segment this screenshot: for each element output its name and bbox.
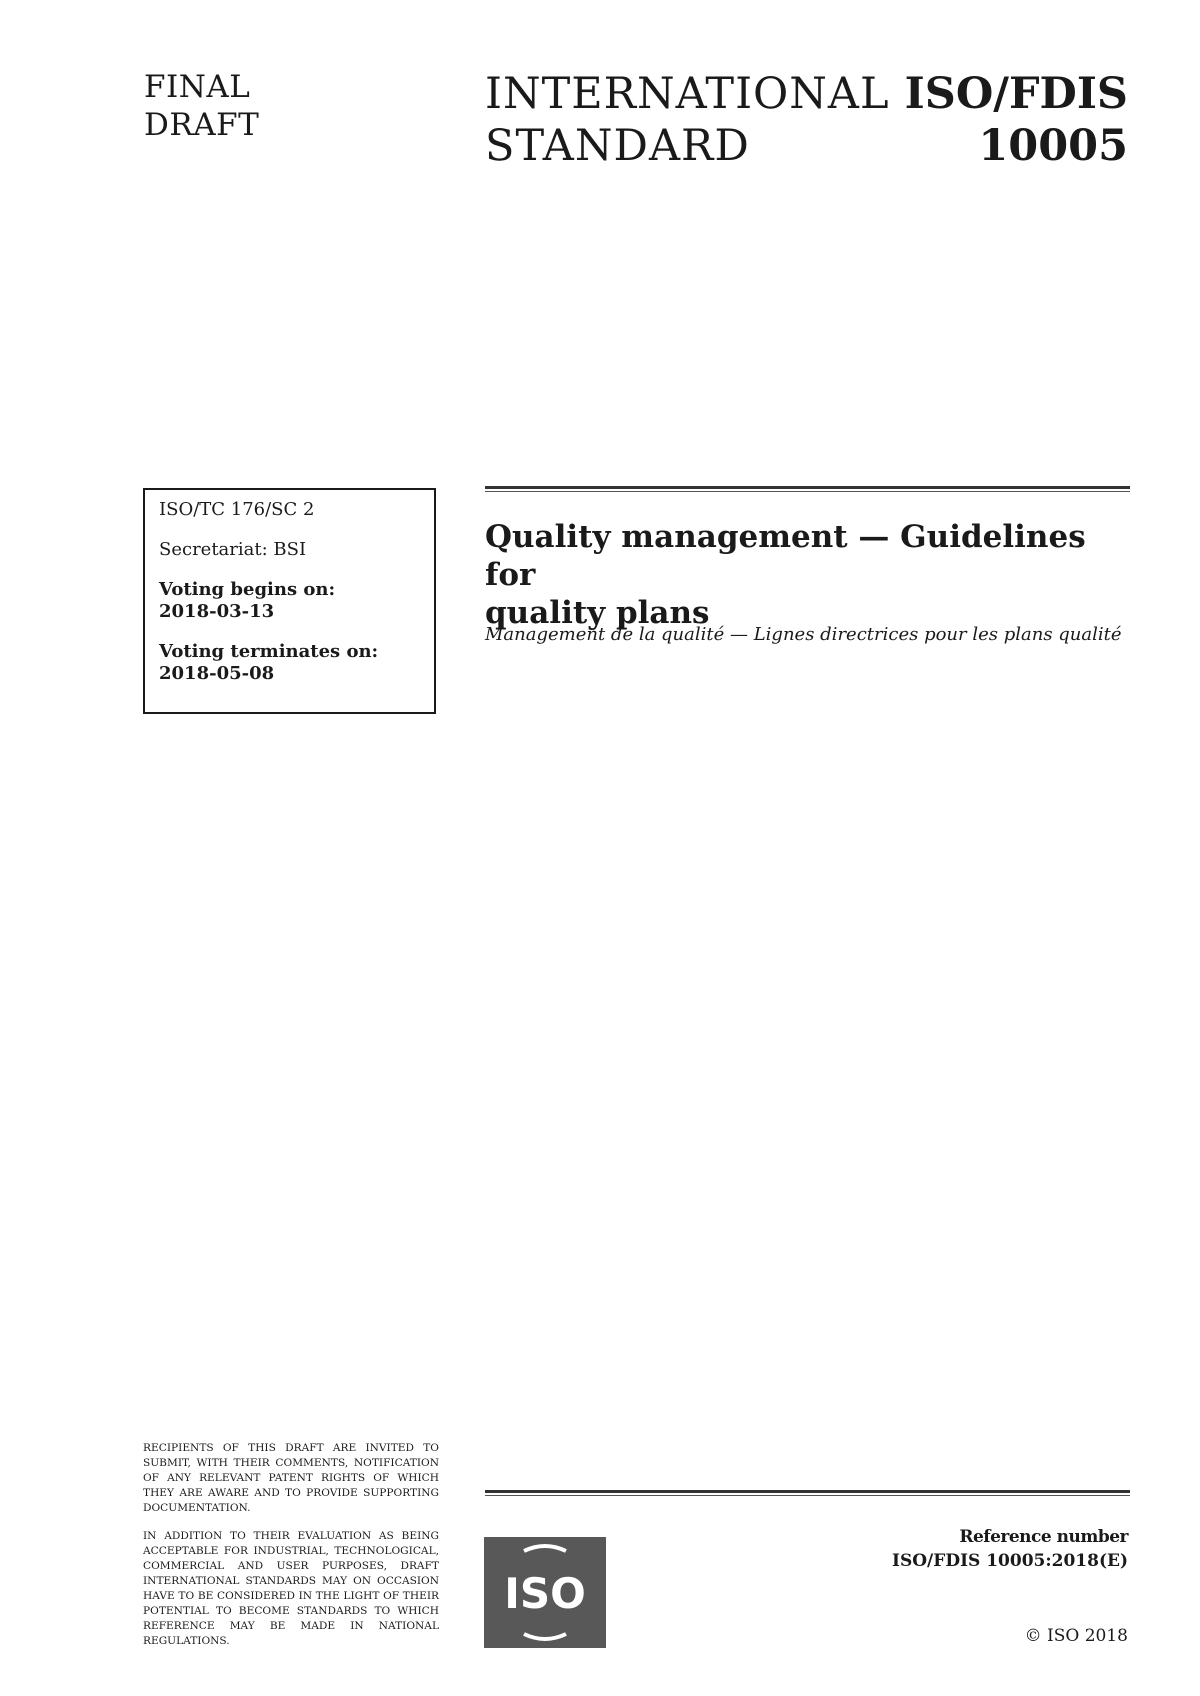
document-identifier-line1: ISO/FDIS	[904, 69, 1128, 119]
document-title	[485, 518, 1135, 632]
voting-terminates	[159, 641, 420, 685]
committee-reference: ISO/TC 176/SC 2	[159, 499, 315, 520]
title-top-rule-thick	[485, 486, 1130, 489]
footer-rule	[485, 1490, 1130, 1498]
iso-logo-top-arc	[524, 1546, 566, 1551]
iso-logo-bottom-arc	[524, 1634, 566, 1639]
french-title: Management de la qualité — Lignes directrices pour les plans qualité	[485, 624, 1122, 645]
voting-begins-label: Voting begins on:	[159, 579, 336, 600]
document-type-line1: INTERNATIONAL	[485, 69, 890, 119]
voting-begins-date: 2018-03-13	[159, 601, 275, 622]
document-identifier-line2: 10005	[978, 121, 1128, 171]
draft-status-line2: DRAFT	[144, 107, 260, 143]
document-type-line2: STANDARD	[485, 121, 750, 171]
committee-info-box	[143, 488, 436, 714]
iso-logo	[484, 1537, 606, 1648]
copyright-notice: © ISO 2018	[1024, 1626, 1128, 1646]
document-title-line1: Quality management — Guidelines for	[485, 519, 1086, 593]
iso-logo-text: ISO	[504, 1569, 586, 1618]
footer-rule-thin	[485, 1495, 1130, 1496]
title-top-rule	[485, 486, 1130, 494]
title-top-rule-thin	[485, 491, 1130, 492]
voting-terminates-label: Voting terminates on:	[159, 641, 379, 662]
secretariat: Secretariat: BSI	[159, 539, 307, 560]
reference-number: ISO/FDIS 10005:2018(E)	[892, 1551, 1128, 1571]
voting-begins	[159, 579, 420, 623]
document-identifier	[905, 68, 1128, 172]
reference-number-label: Reference number	[959, 1527, 1128, 1547]
draft-status-notice: IN ADDITION TO THEIR EVALUATION AS BEING ACCEPTABLE FOR INDUSTRIAL, TECHNOLOGICAL, COMMERCIAL AND USER PURPOSES, DRAFT INTERNATIONAL STANDARDS MAY ON OCCASION HAVE TO BE CONSIDERED IN THE LIGHT OF THEIR POTENTIAL TO BECOME STANDARDS TO WHICH REFERENCE MAY BE MADE IN NATIONAL REGULATIONS.	[143, 1530, 439, 1647]
draft-status-line1: FINAL	[144, 69, 251, 105]
draft-status	[144, 68, 259, 144]
document-type	[485, 68, 890, 172]
document-title-line2: quality plans	[485, 595, 710, 631]
voting-terminates-date: 2018-05-08	[159, 663, 275, 684]
patent-rights-notice: RECIPIENTS OF THIS DRAFT ARE INVITED TO SUBMIT, WITH THEIR COMMENTS, NOTIFICATION OF ANY RELEVANT PATENT RIGHTS OF WHICH THEY ARE AWARE AND TO PROVIDE SUPPORTING DOCUMENTATION.	[143, 1442, 439, 1514]
iso-logo-graphic	[484, 1537, 606, 1648]
footer-rule-thick	[485, 1490, 1130, 1493]
